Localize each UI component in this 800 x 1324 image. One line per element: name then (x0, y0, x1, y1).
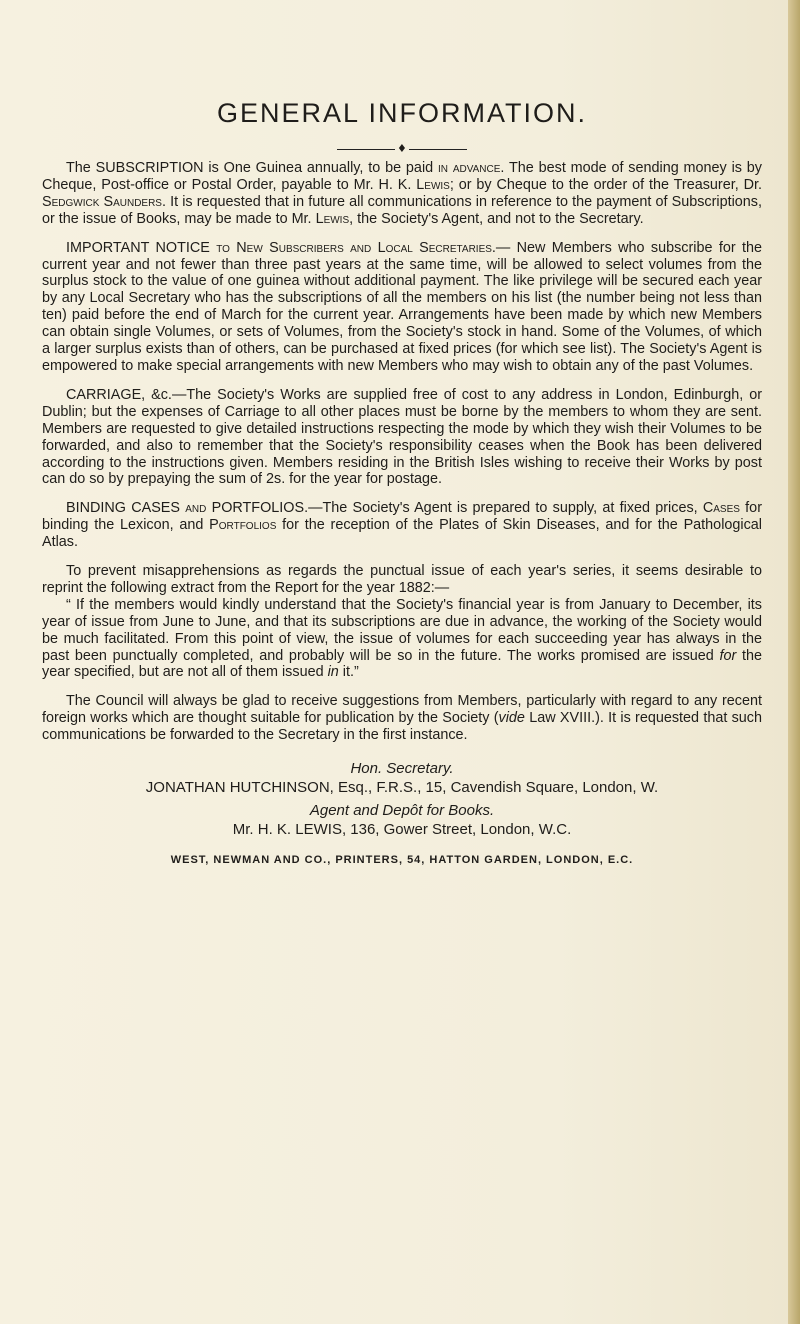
carriage-paragraph: CARRIAGE, &c.—The Society's Works are supplied free of cost to any address in London, Edinburgh, or Dublin; but the expenses of Carriage to all other places must be borne by the members to whom they are sent. Members are requested to give detailed instructions respecting the mode by which they wish their Volumes to be forwarded, and also to remember that the Society's responsibility ceases when the Book has been delivered according to the instructions given. Members residing in the British Isles wishing to receive their Works by post can do so by prepaying the sum of 2s. for the year for postage. (42, 386, 762, 488)
subscription-paragraph: The SUBSCRIPTION is One Guinea annually, to be paid in advance. The best mode of sending money is by Cheque, Post-office or Postal Order, payable to Mr. H. K. Lewis; or by Cheque to the order of the Treasurer, Dr. Sedgwick Saunders. It is requested that in future all communications in reference to the payment of Subscriptions, or the issue of Books, may be made to Mr. Lewis, the Society's Agent, and not to the Secretary. (42, 160, 763, 227)
agent-role: Agent and Depôt for Books. (309, 802, 495, 820)
printer-imprint: WEST, NEWMAN AND CO., PRINTERS, 54, HATTON GARDEN, LONDON, E.C. (170, 854, 634, 867)
council-paragraph: The Council will always be glad to receive suggestions from Members, particularly with regard to any recent foreign works which are thought suitable for publication by the Society (vide Law XVIII.). It is requested that such communications be forwarded to the Secretary in the first instance. (42, 693, 762, 744)
title-rule (337, 144, 467, 154)
report-quote: “ If the members would kindly understand that the Society's financial year is from January to December, its year of issue from June to June, and that its subscriptions are due in advance, the working of the Society would be much facilitated. From this point of view, the issue of volumes for each succeeding year has always in the past been punctually completed, and probably will be so in the future. The works promised are issued for the year specified, but are not all of them issued in it.” (42, 596, 762, 681)
diamond-ornament: ♦ (397, 142, 407, 155)
notice-paragraph: IMPORTANT NOTICE to New Subscribers and Local Secretaries.— New Members who subscribe for the current year and not fewer than three past years at the same time, will be allowed to select volumes from the surplus stock to the value of one guinea without additional payment. The like privilege will be secured each year by any Local Secretary who has the subscriptions of all the members on his list (the number being not less than ten) paid before the end of March for the current year. Arrangements have been made by which new Members can obtain single Volumes, or sets of Volumes, from the Society's stock in hand. Some of the Volumes, of which a larger surplus exists than of others, can be purchased at fixed prices (for which see list). The Society's Agent is empowered to make special arrangements with new Members who may wish to obtain any of the past Volumes. (42, 239, 762, 374)
agent-name: Mr. H. K. LEWIS, 136, Gower Street, London, W.C. (232, 821, 572, 839)
page-title: GENERAL INFORMATION. (216, 98, 588, 128)
secretary-name: JONATHAN HUTCHINSON, Esq., F.R.S., 15, Cavendish Square, London, W. (145, 779, 659, 797)
secretary-role: Hon. Secretary. (350, 760, 454, 778)
document-body (42, 96, 762, 866)
prevent-paragraph: To prevent misapprehensions as regards the punctual issue of each year's series, it seems desirable to reprint the following extract from the Report for the year 1882:— (42, 563, 762, 596)
signatures (42, 760, 762, 840)
page-edge (788, 0, 800, 1324)
binding-paragraph: BINDING CASES and PORTFOLIOS.—The Society's Agent is prepared to supply, at fixed prices, Cases for binding the Lexicon, and Portfolios for the reception of the Plates of Skin Diseases, and for the Pathological Atlas. (42, 500, 762, 551)
